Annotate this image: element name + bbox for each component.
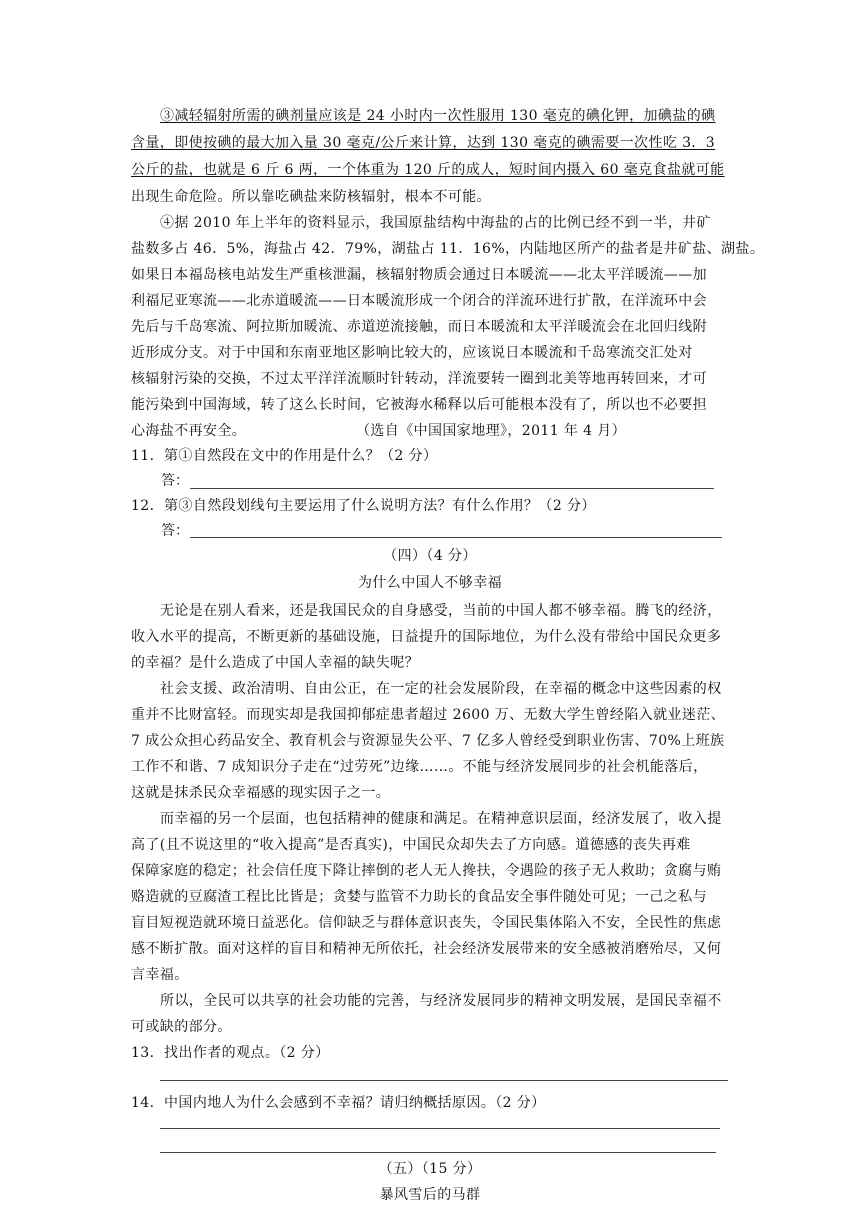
s4-p2-line-4: 工作不和谐、7 成知识分子走在“过劳死”边缘……。不能与经济发展同步的社会机能落后， — [131, 759, 708, 775]
s4-p4-line-1: 所以，全民可以共享的社会功能的完善，与经济发展同步的精神文明发展，是国民幸福不 — [160, 993, 722, 1009]
question-12: 12．第③自然段划线句主要运用了什么说明方法？有什么作用？（2 分） — [131, 498, 596, 514]
answer-line-13[interactable] — [160, 1080, 728, 1081]
p4-line-8: 能污染到中国海域，转了这么长时间，它被海水稀释以后可能根本没有了，所以也不必要担 — [131, 397, 707, 413]
p4-line-6: 近形成分支。对于中国和东南亚地区影响比较大的，应该说日本暖流和千岛寒流交汇处对 — [131, 345, 693, 361]
s4-p1-line-1: 无论是在别人看来，还是我国民众的自身感受，当前的中国人都不够幸福。腾飞的经济， — [160, 603, 722, 619]
p3-line-1: ③减轻辐射所需的碘剂量应该是 24 小时内一次性服用 130 毫克的碘化钾，加碘盐的碘 — [160, 108, 716, 124]
s4-p2-line-3: 7 成公众担心药品安全、教育机会与资源显失公平、7 亿多人曾经受到职业伤害、70%上班族 — [131, 733, 725, 749]
p4-line-3: 如果日本福岛核电站发生严重核泄漏，核辐射物质会通过日本暖流——北太平洋暖流——加 — [131, 267, 707, 283]
s4-p3-line-7: 言幸福。 — [131, 967, 189, 983]
section-4-title: 为什么中国人不够幸福 — [358, 575, 502, 591]
s4-p2-line-1: 社会支援、政治清明、自由公正，在一定的社会发展阶段，在幸福的概念中这些因素的权 — [160, 681, 722, 697]
s4-p1-line-2: 收入水平的提高，不断更新的基础设施，日益提升的国际地位，为什么没有带给中国民众更多 — [131, 629, 722, 645]
question-11: 11．第①自然段在文中的作用是什么？（2 分） — [131, 448, 438, 464]
p4-line-5: 先后与千岛寒流、阿拉斯加暖流、赤道逆流接触，而日本暖流和太平洋暖流会在北回归线附 — [131, 319, 707, 335]
answer-line-11[interactable] — [190, 488, 714, 489]
p3-line-3: 公斤的盐，也就是 6 斤 6 两，一个体重为 120 斤的成人，短时间内摄入 60 毫克食盐就可能 — [131, 162, 725, 178]
s4-p3-line-5: 盲目短视造就环境日益恶化。信仰缺乏与群体意识丧失，令国民集体陷入不安，全民性的焦虑 — [131, 915, 722, 931]
answer-line-14b[interactable] — [160, 1152, 716, 1153]
p3-line-2: 含量，即使按碘的最大加入量 30 毫克/公斤来计算，达到 130 毫克的碘需要一次性吃 3．3 — [131, 135, 716, 151]
section-5-title: 暴风雪后的马群 — [379, 1187, 481, 1203]
p4-line-2: 盐数多占 46．5%，海盐占 42．79%，湖盐占 11．16%，内陆地区所产的盐者是井矿盐、湖盐。 — [131, 241, 765, 257]
s4-p1-line-3: 的幸福？是什么造成了中国人幸福的缺失呢？ — [131, 655, 419, 671]
s4-p3-line-2: 高了(且不说这里的“收入提高”是否真实)，中国民众却失去了方向感。道德感的丧失再难 — [131, 837, 691, 853]
section-4-header: （四）（4 分） — [383, 548, 477, 564]
p3-line-4: 出现生命危险。所以靠吃碘盐来防核辐射，根本不可能。 — [131, 189, 491, 205]
s4-p3-line-4: 赂造就的豆腐渣工程比比皆是；贪婪与监管不力助长的食品安全事件随处可见；一己之私与 — [131, 889, 707, 905]
s4-p3-line-6: 感不断扩散。面对这样的盲目和精神无所依托，社会经济发展带来的安全感被消磨殆尽，又何 — [131, 941, 722, 957]
section-5-header: （五）（15 分） — [378, 1161, 482, 1177]
p4-line-9: 心海盐不再安全。 — [131, 423, 247, 439]
question-13: 13．找出作者的观点。（2 分） — [131, 1045, 330, 1061]
s4-p2-line-5: 这就是抹杀民众幸福感的现实因子之一。 — [131, 785, 391, 801]
s4-p4-line-2: 可或缺的部分。 — [131, 1019, 232, 1035]
answer-line-14a[interactable] — [160, 1128, 720, 1129]
s4-p3-line-1: 而幸福的另一个层面，也包括精神的健康和满足。在精神意识层面，经济发展了，收入提 — [160, 811, 722, 827]
s4-p2-line-2: 重并不比财富轻。而现实却是我国抑郁症患者超过 2600 万、无数大学生曾经陷入就业迷茫、 — [131, 707, 726, 723]
s4-p3-line-3: 保障家庭的稳定；社会信任度下降让摔倒的老人无人搀扶，令遇险的孩子无人救助；贪腐与贿 — [131, 863, 722, 879]
answer-label-12: 答： — [161, 523, 189, 539]
answer-line-12[interactable] — [190, 537, 722, 538]
source-citation: （选自《中国国家地理》，2011 年 4 月） — [356, 423, 627, 439]
p4-line-7: 核辐射污染的交换，不过太平洋洋流顺时针转动，洋流要转一圈到北美等地再转回来，才可 — [131, 371, 707, 387]
p4-line-1: ④据 2010 年上半年的资料显示，我国原盐结构中海盐的占的比例已经不到一半，井矿 — [160, 215, 711, 231]
question-14: 14．中国内地人为什么会感到不幸福？请归纳概括原因。（2 分） — [131, 1095, 546, 1111]
p4-line-4: 利福尼亚寒流——北赤道暖流——日本暖流形成一个闭合的洋流环进行扩散，在洋流环中会 — [131, 293, 707, 309]
answer-label-11: 答： — [161, 473, 189, 489]
